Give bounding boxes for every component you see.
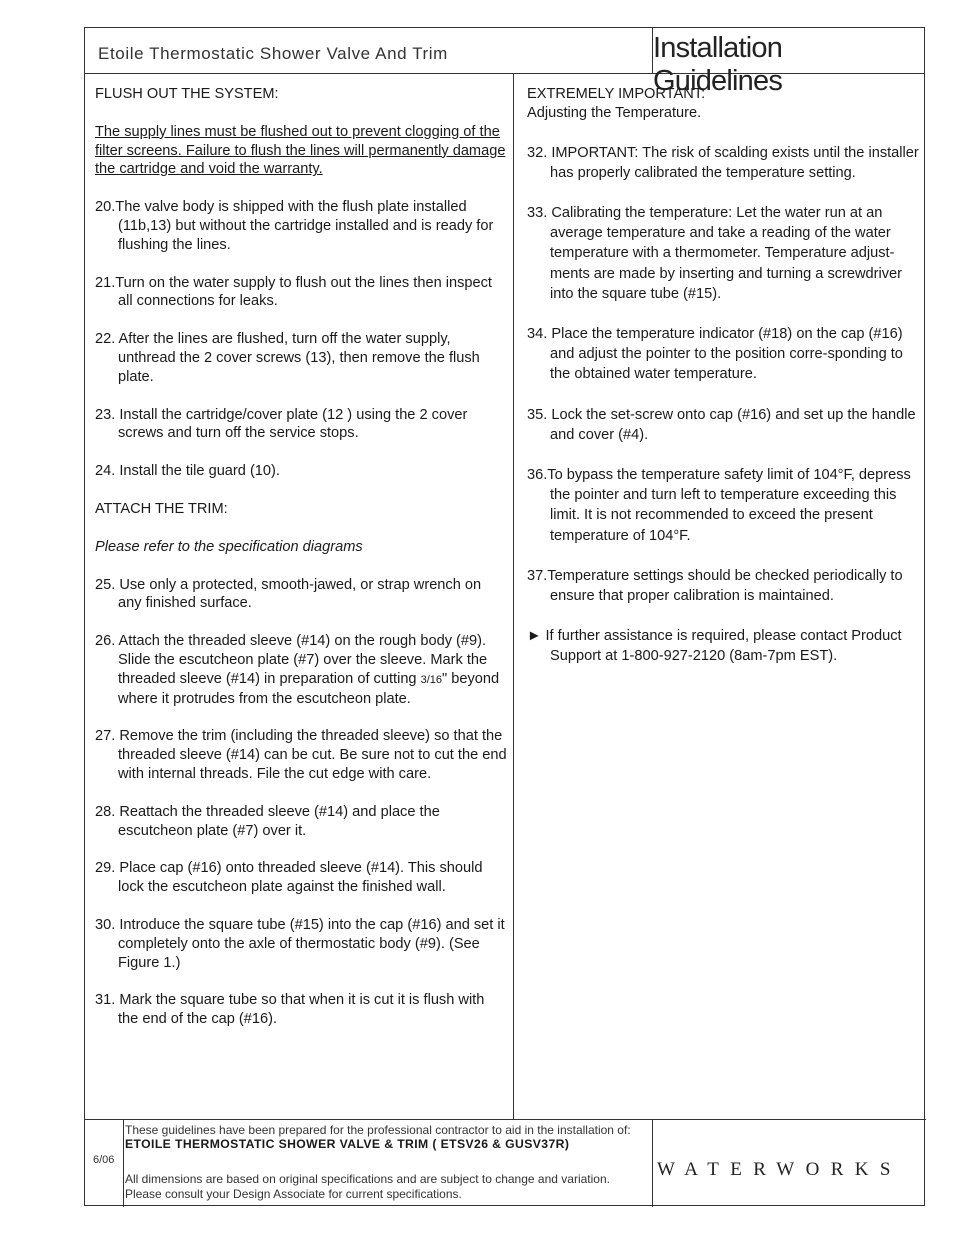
footer-info-cell — [124, 1120, 653, 1207]
step-22: 22. After the lines are flushed, turn off the water supply, unthread the 2 cover screws (13), then remove the flush plate. — [95, 331, 480, 385]
step-31: 31. Mark the square tube so that when it is cut it is flush with the end of the cap (#16). — [95, 992, 485, 1028]
step-33: 33. Calibrating the temperature: Let the water run at an average temperature and take a reading of the water temperature with a thermometer. Temperature adjust-ments are made by inserting and turning a screwdriver into the square tube (#15). — [527, 205, 903, 302]
step-26-text-a: 26. Attach the threaded sleeve (#14) on the rough body (#9). Slide the escutcheon plate (#7) over the sleeve. Mark the threaded sleeve (#14) in preparation of cutting — [95, 633, 488, 687]
left-column — [95, 74, 507, 1029]
step-37: 37.Temperature settings should be checked periodically to ensure that proper calibration is maintained. — [527, 567, 903, 605]
footer-product-name: ETOILE THERMOSTATIC SHOWER VALVE & TRIM ( ETSV26 & GUSV37R) — [125, 1137, 570, 1151]
footer-prepared-text: These guidelines have been prepared for the professional contractor to aid in the installation of: — [125, 1123, 631, 1137]
footer-date-cell — [85, 1120, 124, 1207]
product-title: Etoile Thermostatic Shower Valve And Trim — [98, 44, 448, 63]
step-27: 27. Remove the trim (including the threaded sleeve) so that the threaded sleeve (#14) can be cut. Be sure not to cut the end with internal threads. File the cut edge with care. — [95, 728, 507, 782]
step-32: 32. IMPORTANT: The risk of scalding exists until the installer has properly calibrated the temperature setting. — [527, 144, 919, 181]
column-divider — [513, 74, 514, 1119]
disclaimer-line-2: Please consult your Design Associate for current specifications. — [125, 1186, 462, 1201]
step-26-fraction: 3/16 — [420, 673, 443, 686]
step-23: 23. Install the cartridge/cover plate (12 ) using the 2 cover screws and turn off the service stops. — [95, 406, 468, 442]
footer-disclaimer — [125, 1172, 610, 1201]
waterworks-logo: WATERWORKS — [657, 1159, 902, 1180]
step-28: 28. Reattach the threaded sleeve (#14) and place the escutcheon plate (#7) over it. — [95, 803, 440, 839]
support-note: ► If further assistance is required, please contact Product Support at 1-800-927-2120 (8am-7pm EST). — [527, 628, 902, 665]
step-24: 24. Install the tile guard (10). — [95, 463, 280, 480]
footer — [85, 1119, 926, 1207]
flush-heading: FLUSH OUT THE SYSTEM: — [95, 86, 279, 102]
revision-date: 6/06 — [93, 1154, 115, 1166]
step-34: 34. Place the temperature indicator (#18) on the cap (#16) and adjust the pointer to the position corre-sponding to the obtained water temperature. — [527, 326, 903, 383]
refer-note: Please refer to the specification diagrams — [95, 538, 363, 555]
step-26-text-b: " beyond where it protrudes from the escutcheon plate. — [118, 670, 500, 707]
step-35: 35. Lock the set-screw onto cap (#16) and set up the handle and cover (#4). — [527, 406, 916, 443]
right-column — [527, 74, 925, 667]
header-product-cell — [85, 28, 653, 74]
doc-title: Installation Guidelines — [653, 32, 783, 97]
step-20: 20.The valve body is shipped with the flush plate installed (11b,13) but without the cartridge installed and is ready for flushing the lines. — [95, 199, 494, 253]
header-title-cell — [653, 28, 924, 97]
important-heading: EXTREMELY IMPORTANT: — [527, 86, 706, 102]
step-36: 36.To bypass the temperature safety limit of 104°F, depress the pointer and turn left to temperature exceeding this limit. It is not recommended to exceed the present temperature of 104°F. — [527, 467, 911, 544]
step-21: 21.Turn on the water supply to flush out the lines then inspect all connections for leaks. — [95, 274, 492, 310]
step-26 — [95, 632, 507, 708]
disclaimer-line-1: All dimensions are based on original specifications and are subject to change and variation. — [125, 1172, 610, 1186]
step-30: 30. Introduce the square tube (#15) into the cap (#16) and set it completely onto the axle of thermostatic body (#9). (See Figure 1.) — [95, 916, 505, 971]
step-29: 29. Place cap (#16) onto threaded sleeve (#14). This should lock the escutcheon plate against the finished wall. — [95, 860, 483, 896]
step-25: 25. Use only a protected, smooth-jawed, or strap wrench on any finished surface. — [95, 576, 482, 612]
flush-warning: The supply lines must be flushed out to prevent clogging of the filter screens. Failure to flush the lines will permanently damage the cartridge and void the warranty. — [95, 123, 506, 178]
page-frame — [84, 27, 925, 1206]
trim-heading: ATTACH THE TRIM: — [95, 500, 228, 517]
important-subheading: Adjusting the Temperature. — [527, 104, 702, 121]
